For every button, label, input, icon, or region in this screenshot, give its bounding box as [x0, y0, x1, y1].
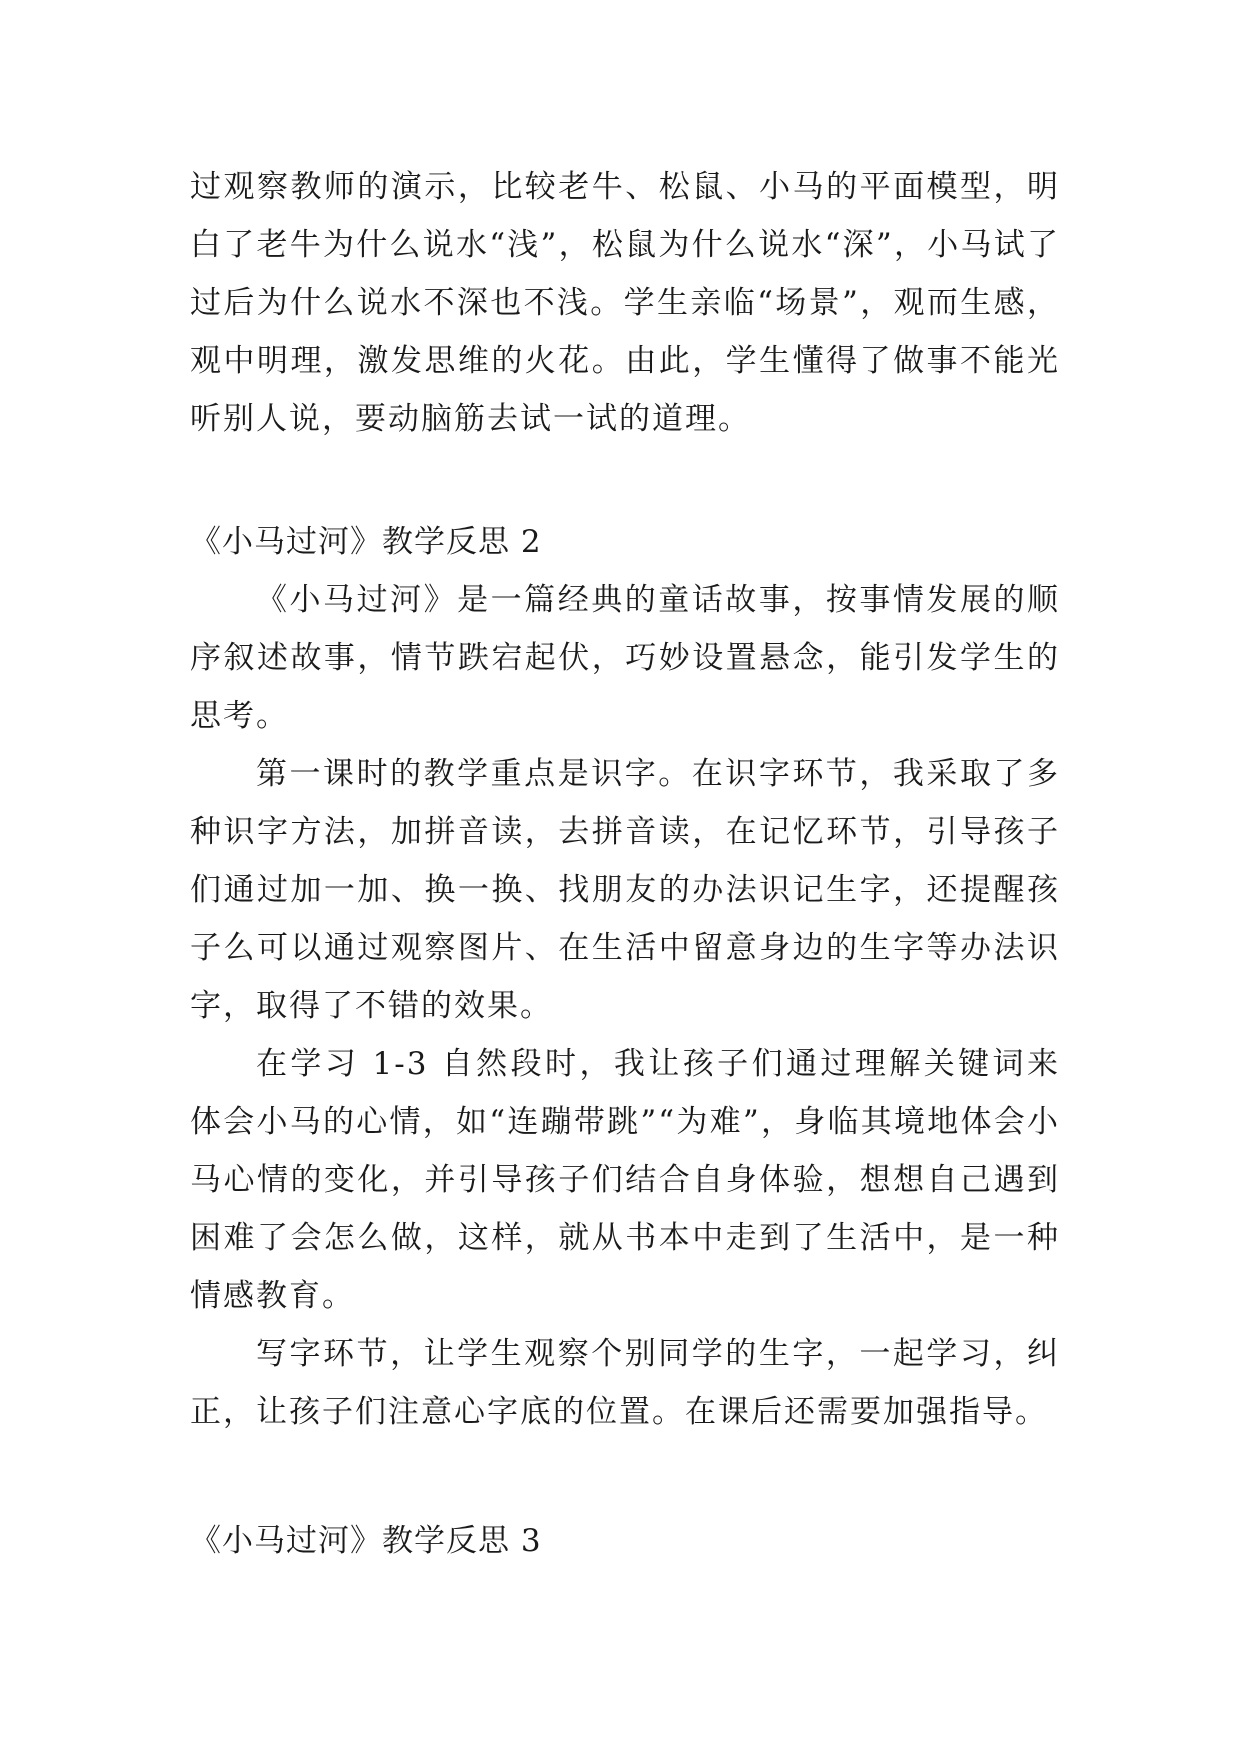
paragraph: 写字环节，让学生观察个别同学的生字，一起学习，纠正，让孩子们注意心字底的位置。在课后还需要加强指导。 [190, 1336, 1060, 1430]
paragraph: 在学习 1-3 自然段时，我让孩子们通过理解关键词来体会小马的心情，如“连蹦带跳”“为难”，身临其境地体会小马心情的变化，并引导孩子们结合自身体验，想想自己遇到困难了会怎么做，这样，就从书本中走到了生活中，是一种情感教育。 [190, 1046, 1060, 1314]
paragraph: 第一课时的教学重点是识字。在识字环节，我采取了多种识字方法，加拼音读，去拼音读，在记忆环节，引导孩子们通过加一加、换一换、找朋友的办法识记生字，还提醒孩子么可以通过观察图片、在生活中留意身边的生字等办法识字，取得了不错的效果。 [190, 756, 1060, 1024]
continuation-paragraph: 过观察教师的演示，比较老牛、松鼠、小马的平面模型，明白了老牛为什么说水“浅”，松鼠为什么说水“深”，小马试了过后为什么说水不深也不浅。学生亲临“场景”，观而生感，观中明理，激发思维的火花。由此，学生懂得了做事不能光听别人说，要动脑筋去试一试的道理。 [190, 169, 1060, 437]
section-heading-3: 《小马过河》教学反思 3 [190, 1523, 542, 1559]
section-heading-2: 《小马过河》教学反思 2 [190, 524, 542, 560]
paragraph: 《小马过河》是一篇经典的童话故事，按事情发展的顺序叙述故事，情节跌宕起伏，巧妙设置悬念，能引发学生的思考。 [190, 582, 1060, 734]
